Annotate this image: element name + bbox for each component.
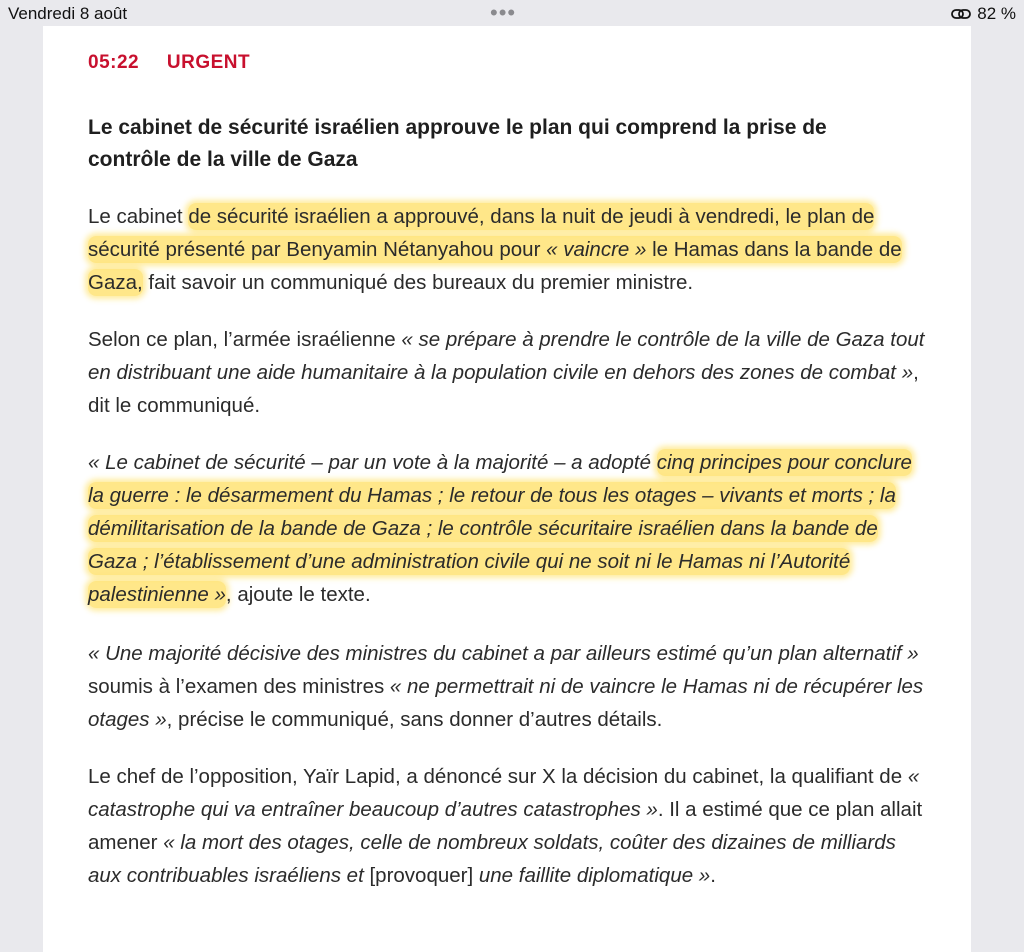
article-time: 05:22 (88, 52, 140, 73)
multitasking-dots[interactable]: ••• (490, 0, 517, 25)
paragraph-3 (88, 446, 928, 611)
article-headline: Le cabinet de sécurité israélien approuve le plan qui comprend la prise de contrôle de la ville de Gaza (88, 116, 827, 171)
p5-text-a: Le chef de l’opposition, Yaïr Lapid, a dénoncé sur X la décision du cabinet, la qualifiant de (88, 765, 908, 788)
p4-quote-a: « Une majorité décisive des ministres du cabinet a par ailleurs estimé qu’un plan alternatif » (88, 642, 919, 665)
paragraph-4 (88, 637, 928, 736)
paragraph-2 (88, 323, 928, 422)
p5-quote-b: « catastrophe qui va entraîner beaucoup d’autres catastrophes » (88, 765, 920, 821)
paragraph-1 (88, 200, 928, 299)
p1-quote: « vaincre » (546, 238, 647, 261)
p2-quote: « se prépare à prendre le contrôle de la ville de Gaza tout en distribuant une aide humanitaire à la population civile en dehors des zones de combat » (88, 328, 925, 384)
p5-bracket: [provoquer] (369, 864, 474, 887)
article-meta (88, 52, 250, 74)
p2-text-a: Selon ce plan, l’armée israélienne (88, 328, 402, 351)
p1-text-d: le Hamas dans la bande de Gaza, (88, 238, 902, 294)
p4-text-d: , précise le communiqué, sans donner d’autres détails. (166, 708, 663, 731)
paragraph-5 (88, 760, 928, 892)
p5-quote-f: une faillite diplomatique » (473, 864, 711, 887)
p5-text-g: . (710, 864, 716, 887)
p1-text-b: de sécurité israélien a approuvé, dans la nuit de jeudi à vendredi, le plan de sécurité présenté par Benyamin Nétanyahou pour (88, 205, 875, 261)
article-card (43, 26, 971, 952)
p2-text-c: , dit le communiqué. (88, 361, 919, 417)
p5-quote-d: « la mort des otages, celle de nombreux soldats, coûter des dizaines de milliards aux contribuables israéliens et (88, 831, 896, 887)
urgent-tag: URGENT (166, 52, 251, 73)
link-icon (951, 7, 971, 21)
status-bar (0, 0, 1024, 26)
battery-percentage: 82 % (977, 4, 1016, 23)
p3-text-c: , ajoute le texte. (225, 583, 371, 606)
p1-text-a: Le cabinet (88, 205, 189, 228)
status-date: Vendredi 8 août (8, 4, 128, 23)
p3-quote-start: « Le cabinet de sécurité – par un vote à la majorité – a adopté (88, 451, 657, 474)
p5-text-c: . Il a estimé que ce plan allait amener (88, 798, 923, 854)
p4-text-b: soumis à l’examen des ministres (88, 675, 390, 698)
p4-quote-c: « ne permettrait ni de vaincre le Hamas ni de récupérer les otages » (88, 675, 924, 731)
p3-highlight: cinq principes pour conclure la guerre : le désarmement du Hamas ; le retour de tous les otages – vivants et morts ; la démilitarisation de la bande de Gaza ; le contrôle sécuritaire israélien dans la bande de Gaza ; l’établissement d’une administration civile qui ne soit ni le Hamas ni l’Autorité palestinienne » (88, 451, 912, 606)
status-right (951, 4, 1016, 24)
p1-text-e: fait savoir un communiqué des bureaux du premier ministre. (142, 271, 694, 294)
